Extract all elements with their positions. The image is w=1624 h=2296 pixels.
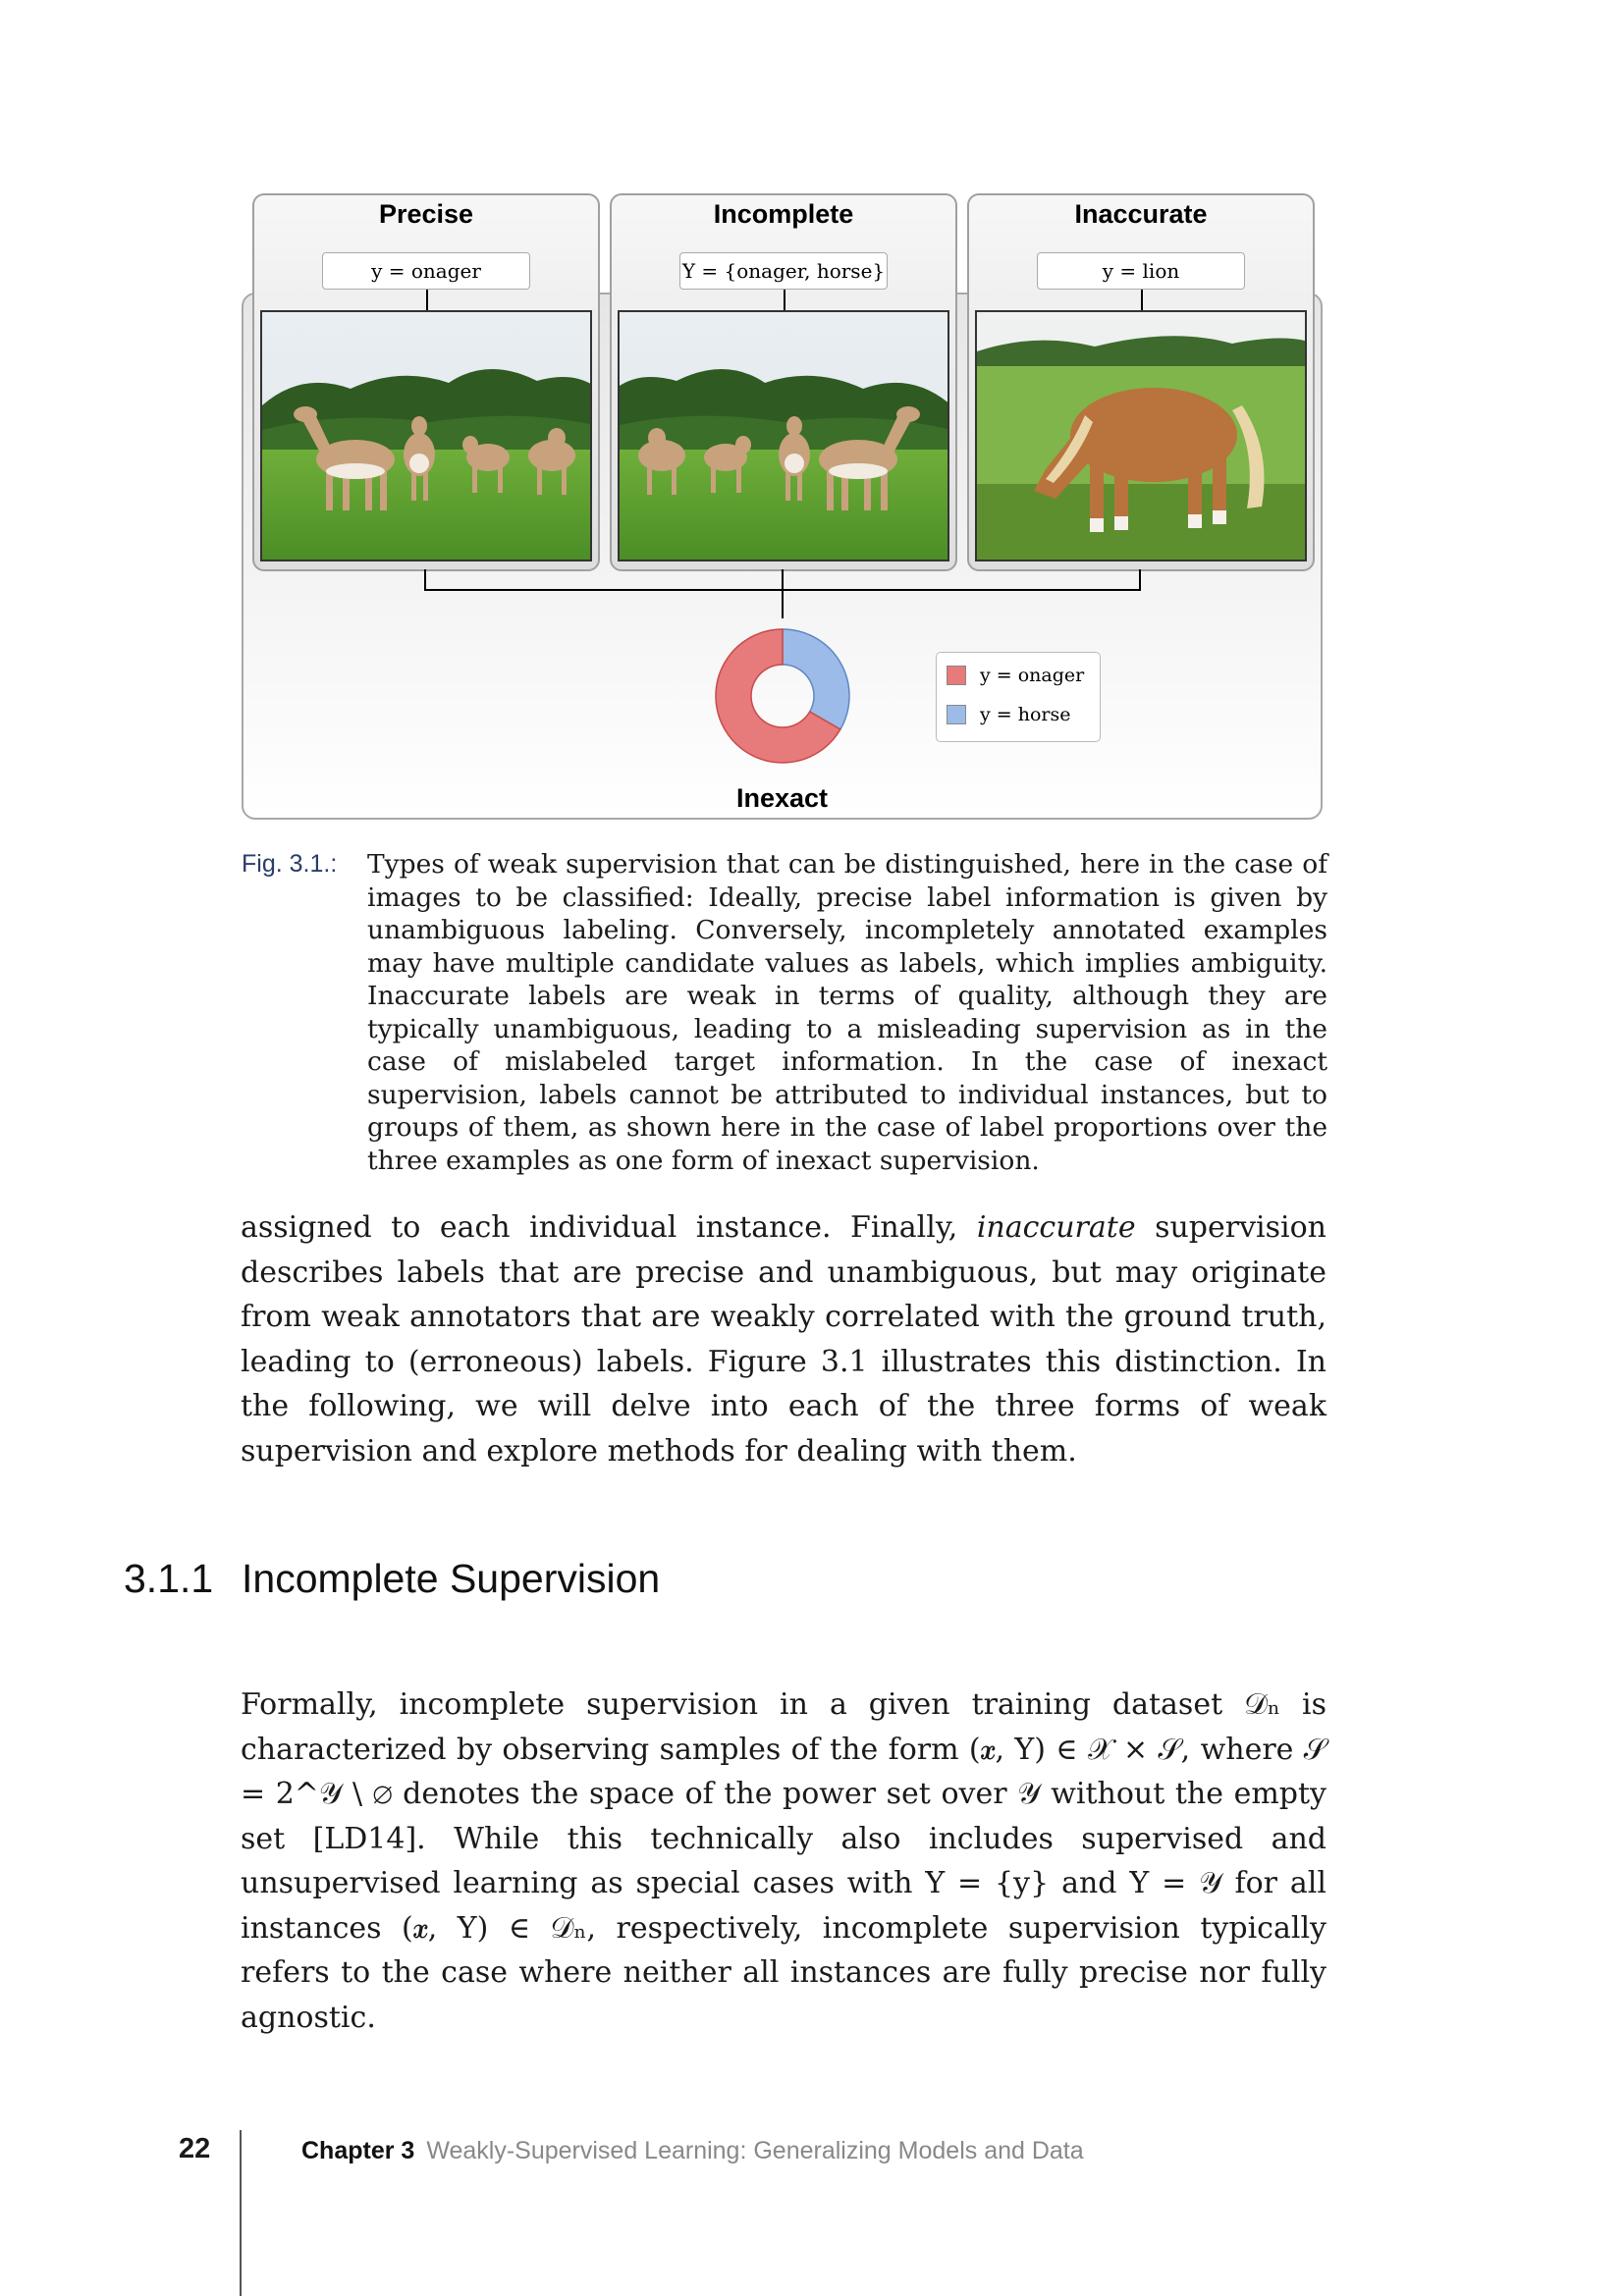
panel-title: Inaccurate — [1074, 199, 1208, 229]
emphasis: inaccurate — [976, 1210, 1136, 1245]
connector-bar — [424, 589, 1141, 591]
horse-photo — [975, 310, 1307, 561]
caption-text: Types of weak supervision that can be distinguished, here in the case of images to be classified: Ideally, precise label information is given by unambiguous labeling. Conversely, incompletely annotated examples may have multiple candidate values as labels, which implies ambiguity. Inaccurate labels are weak in terms of quality, although they are typically unambiguous, leading to a misleading supervision as in the case of mislabeled target information. In the case of inexact supervision, labels cannot be attributed to individual instances, but to groups of them, as shown here in the case of label proportions over the three examples as one form of inexact supervision. — [367, 849, 1327, 1176]
connector — [424, 569, 426, 591]
text-run: supervision describes labels that are precise and unambiguous, but may originate from weak annotators that are weakly correlated with the ground truth, leading to (erroneous) labels. Figure 3.1 illustrates this distinction. In the following, we will delve into each of the three forms of weak supervision and explore methods for dealing with them. — [241, 1210, 1326, 1468]
inaccurate-panel — [967, 193, 1315, 571]
inexact-title: Inexact — [735, 783, 829, 813]
legend-label: y = onager — [980, 665, 1085, 686]
page-number: 22 — [179, 2133, 211, 2164]
onager-photo-mirrored — [618, 310, 949, 561]
swatch-onager — [947, 666, 966, 685]
connector — [426, 290, 428, 310]
running-head — [301, 2137, 1084, 2165]
figure-3-1 — [0, 0, 1624, 844]
section-title: Incomplete Supervision — [242, 1556, 661, 1601]
text-run: assigned to each individual instance. Finally, — [241, 1210, 977, 1245]
legend-entry-onager — [947, 663, 1084, 688]
chapter-label: Chapter 3 — [301, 2137, 415, 2164]
footer-rule — [240, 2130, 242, 2296]
section-heading — [124, 1556, 660, 1602]
caption-label: Fig. 3.1.: — [242, 850, 338, 878]
donut-slice-horse — [783, 629, 849, 729]
connector — [784, 290, 785, 310]
label-proportion-donut — [713, 626, 852, 766]
panel-title: Precise — [378, 199, 474, 229]
paragraph: Formally, incomplete supervision in a given training dataset 𝒟ₙ is characterized by observing samples of the form (𝒙, Y) ∈ 𝒳 × 𝒮, where 𝒮 = 2^𝒴 \ ∅ denotes the space of the power set over 𝒴 without the empty set [LD14]. While this technically also includes supervised and unsupervised learning as special cases with Y = {y} and Y = 𝒴 for all instances (𝒙, Y) ∈ 𝒟ₙ, respectively, incomplete supervision typically refers to the case where neither all instances are fully precise nor fully agnostic. — [241, 1687, 1326, 2035]
connector — [782, 569, 784, 618]
panel-label: Y = {onager, horse} — [679, 252, 888, 290]
precise-panel — [252, 193, 600, 571]
panel-label: y = onager — [322, 252, 530, 290]
panel-title: Incomplete — [713, 199, 854, 229]
chart-legend — [936, 652, 1101, 742]
panel-label: y = lion — [1037, 252, 1245, 290]
legend-entry-horse — [947, 702, 1071, 727]
connector — [1141, 290, 1143, 310]
swatch-horse — [947, 705, 966, 724]
legend-label: y = horse — [980, 704, 1071, 725]
connector — [1139, 569, 1141, 591]
paragraph — [241, 1205, 1326, 1473]
onager-photo — [260, 310, 592, 561]
chapter-title: Weakly-Supervised Learning: Generalizing Models and Data — [426, 2137, 1084, 2164]
incomplete-panel — [610, 193, 957, 571]
section-number: 3.1.1 — [124, 1556, 214, 1601]
